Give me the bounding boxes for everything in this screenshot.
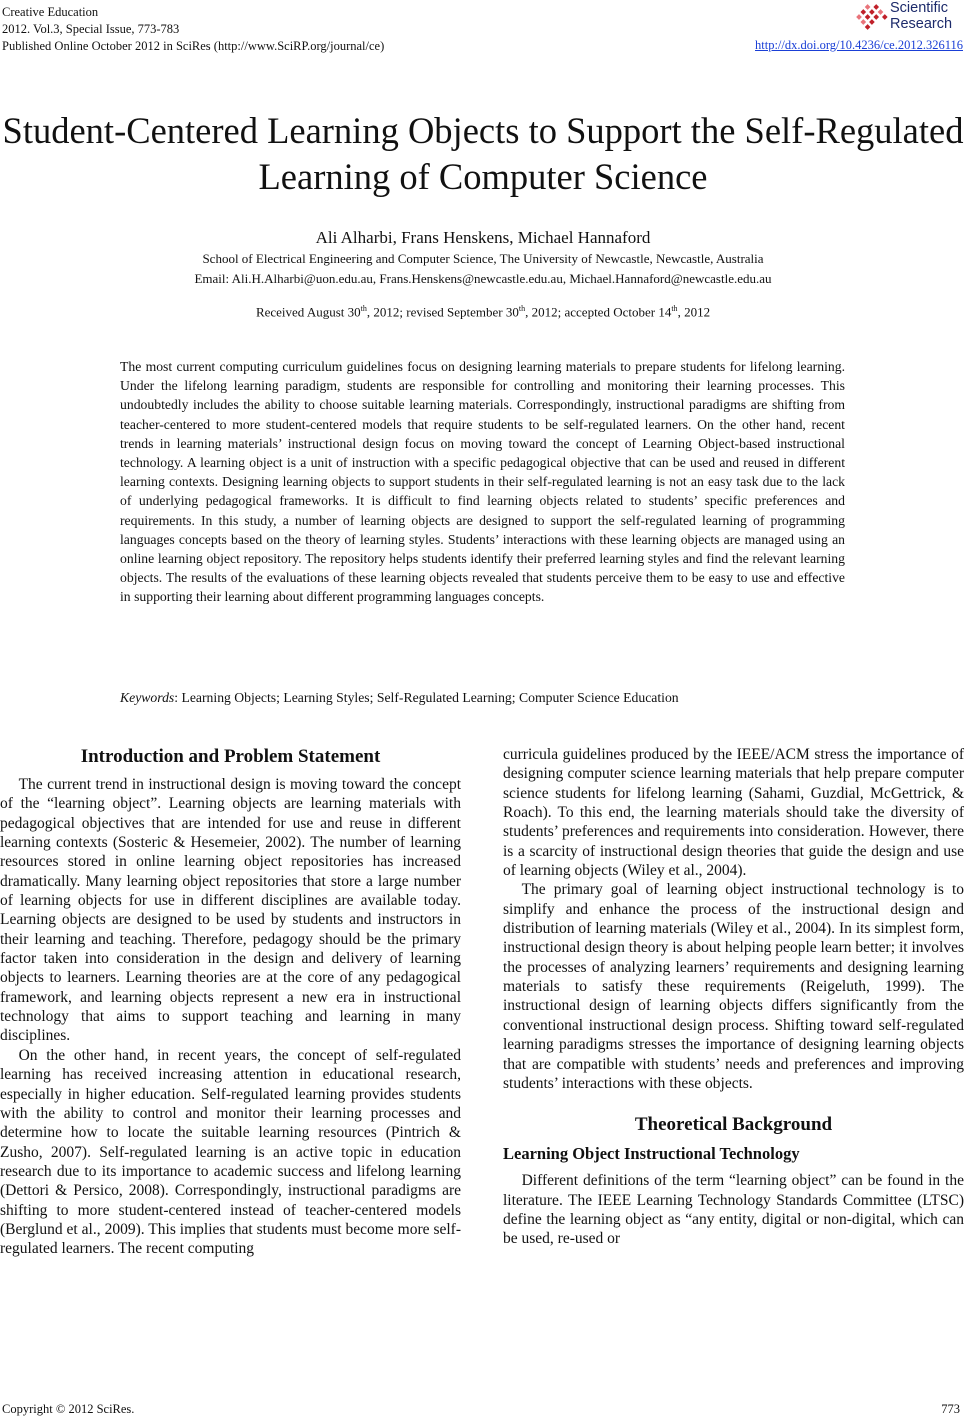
paper-title-line1: Student-Centered Learning Objects to Support the Self-Regulated: [2, 110, 964, 151]
keywords-list: : Learning Objects; Learning Styles; Self-Regulated Learning; Computer Science Education: [174, 690, 679, 705]
journal-volume: 2012. Vol.3, Special Issue, 773-783: [2, 22, 180, 36]
section-heading-theoretical-background: Theoretical Background: [634, 1114, 833, 1136]
publisher-logo: [854, 0, 962, 34]
body-right-column: [503, 745, 964, 1249]
keywords-label: Keywords: [120, 690, 175, 705]
paragraph: Different definitions of the term “learning object” can be found in the literature. The IEEE Learning Technology Standards Committee (LTSC) define the learning object as “any entity, digital or non-digital, which can be used, re-used or: [503, 1172, 964, 1248]
logo-text-line2: Research: [890, 16, 953, 32]
diamond-logo-icon: [854, 2, 888, 32]
paragraph: The primary goal of learning object instructional technology is to simplify and enhance the process of the instructional design and distribution of learning materials (Wiley et al., 2004). In its simplest form, instructional design theory is about helping people learn better; it involves the processes of analyzing learners’ requirements and designing learning materials to satisfy these requirements (Reigeluth, 1999). The instructional design of learning objects differs significantly from the conventional instructional design process. Shifting toward self-regulated learning paradigms stresses the importance of designing learning objects that are compatible with students’ needs and preferences and improving students’ interactions with these objects.: [503, 881, 964, 1092]
journal-header: [2, 4, 384, 55]
section-heading-introduction: Introduction and Problem Statement: [80, 746, 381, 767]
paragraph: The current trend in instructional design is moving toward the concept of the “learning object”. Learning objects are learning materials with pedagogical objectives that are intended for use and reuse in different learning contexts (Sosteric & Hesemeier, 2002). The number of learning resources stored in online learning object repositories has increased dramatically. Many learning object repositories that store a large number of learning objects for use in different disciplines are available today. Learning objects are designed to be used by students and instructors in their learning and teaching. Therefore, pedagogy should be the primary factor taken into consideration in the design and delivery of learning objects to learners. Learning theories are at the core of any pedagogical framework, and learning objects represent a new era in instructional technology that aims to support teaching and learning in many disciplines.: [0, 776, 461, 1045]
journal-publication-info: Published Online October 2012 in SciRes (http://www.SciRP.org/journal/ce): [2, 39, 385, 53]
received-dates: Received August 30th, 2012; revised September 30th, 2012; accepted October 14th, 2012: [255, 304, 711, 320]
subsection-heading: Learning Object Instructional Technology: [503, 1144, 800, 1164]
abstract: The most current computing curriculum guidelines focus on designing learning materials to prepare students for lifelong learning. Under the lifelong learning paradigm, students are responsible for controlling and monitoring their learning processes. This undoubtedly includes the ability to choose suitable learning materials. Correspondingly, instructional paradigms are shifting from teacher-centered to more student-centered models that require students to be self-regulated learners. On the other hand, recent trends in learning materials’ instructional design focus on moving toward the concept of Learning Object-based instructional technology. A learning object is a unit of instruction with a specific pedagogical objective that can be used and reused in different learning contexts. Designing learning objects to support students in their self-regulated learning is not an easy task due to the lack of underlying pedagogical frameworks. It is difficult to find learning objects related to students’ specific preferences and requirements. In this study, a number of learning objects are designed to support the self-regulated learning of programming languages concepts based on the theory of learning styles. Students’ interactions with these learning objects are managed using an online learning object repository. The repository helps students identify their preferred learning styles and find the relevant learning objects. The results of the evaluations of these learning objects revealed that students perceive them to be easy to use and effective in supporting their learning about different programming languages concepts.: [120, 359, 845, 605]
author-emails: Email: Ali.H.Alharbi@uon.edu.au, Frans.Henskens@newcastle.edu.au, Michael.Hannaford@newcastle.edu.au: [194, 271, 772, 286]
paragraph: On the other hand, in recent years, the concept of self-regulated learning has received increasing attention in educational research, especially in higher education. Self-regulated learning provides students with the ability to control and monitor their learning processes and determine how to locate the suitable learning resources (Pintrich & Zusho, 2007). Self-regulated learning is an active topic in education research due to its importance to academic success and lifelong learning (Dettori & Persico, 2008). Correspondingly, instructional paradigms are shifting to more student-centered instead of teacher-centered models (Berglund et al., 2009). This implies that students must become more self-regulated learners. The recent computing: [0, 1046, 461, 1258]
author-affiliation: School of Electrical Engineering and Computer Science, The University of Newcastle, Newcastle, Australia: [202, 251, 764, 266]
body-left-column: [0, 745, 461, 1259]
doi-link[interactable]: http://dx.doi.org/10.4236/ce.2012.326116: [755, 38, 963, 52]
paper-title-line2: Learning of Computer Science: [258, 156, 708, 197]
page-number: 773: [941, 1402, 960, 1416]
keywords: [120, 690, 845, 706]
author-affiliation-block: [0, 249, 966, 289]
paper-authors: Ali Alharbi, Frans Henskens, Michael Hannaford: [315, 228, 651, 247]
journal-name: Creative Education: [2, 5, 99, 19]
footer-copyright: Copyright © 2012 SciRes.: [2, 1402, 135, 1416]
paragraph: curricula guidelines produced by the IEEE/ACM stress the importance of designing computer science learning materials that help prepare computer science students for lifelong learning (Sahami, Guzdial, McGettrick, & Roach). To this end, the learning materials should take the diversity of students’ preferences and requirements into consideration. However, there is a scarcity of instructional design theories that guide the design and use of learning objects (Wiley et al., 2004).: [503, 746, 964, 880]
paper-title: [0, 108, 966, 200]
logo-text-line1: Scientific: [890, 0, 949, 16]
